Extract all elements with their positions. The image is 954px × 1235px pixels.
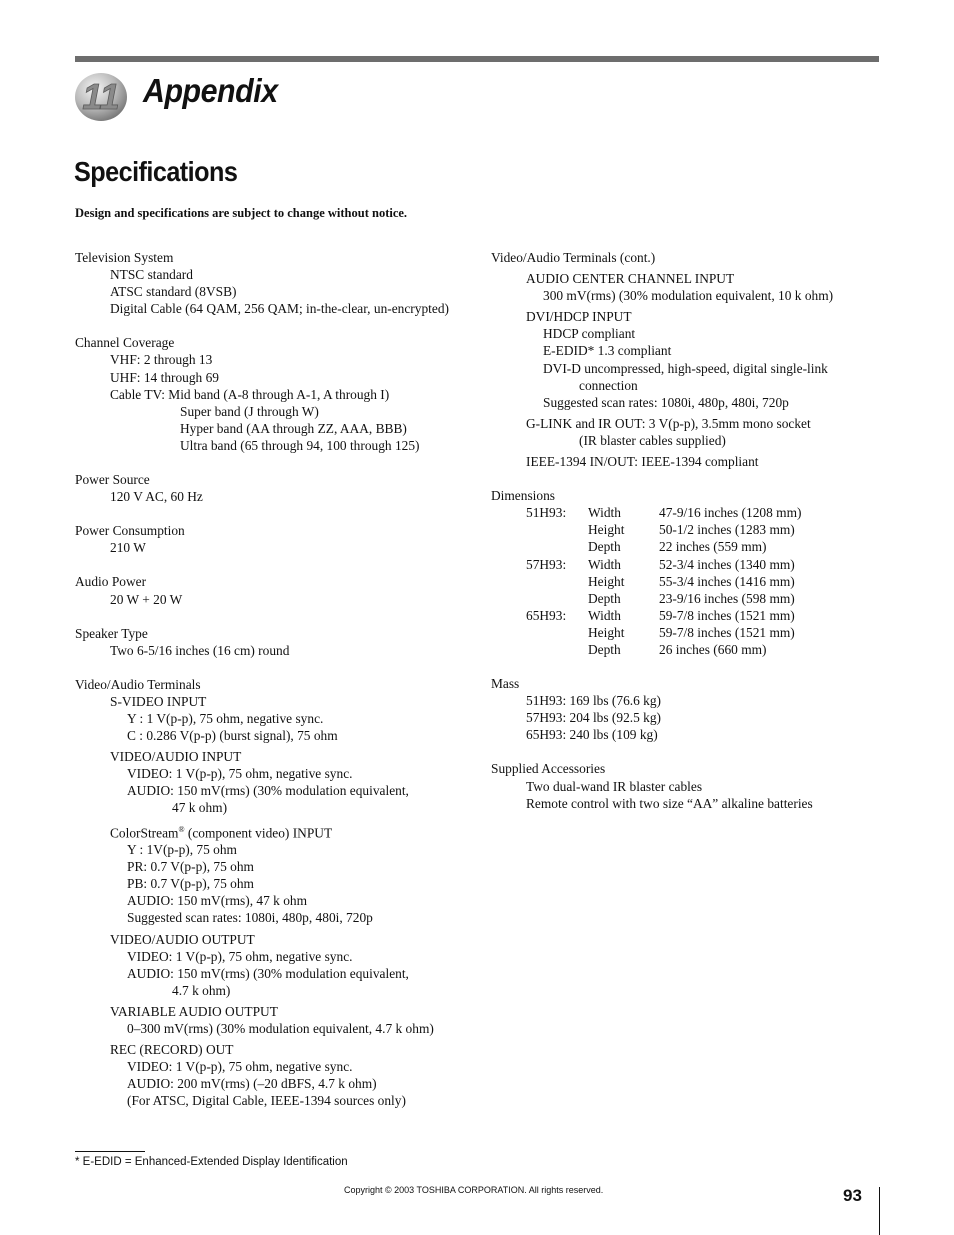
spec-value: VIDEO: 1 V(p-p), 75 ohm, negative sync. — [127, 766, 353, 782]
spec-value: Remote control with two size “AA” alkaline batteries — [526, 795, 813, 811]
chapter-title: Appendix — [143, 72, 278, 109]
spec-value: IEEE-1394 IN/OUT: IEEE-1394 compliant — [526, 454, 759, 470]
spec-value: 51H93: 169 lbs (76.6 kg) — [526, 693, 662, 709]
subsection-title-part: ColorStream — [110, 825, 179, 840]
spec-heading: Video/Audio Terminals — [75, 676, 201, 692]
spec-value: VHF: 2 through 13 — [110, 352, 213, 368]
dimension-axis: Width — [588, 607, 621, 623]
spec-value: DVI-D uncompressed, high-speed, digital single-link — [543, 360, 828, 376]
spec-value: 65H93: 240 lbs (109 kg) — [526, 727, 658, 743]
top-rule — [75, 56, 879, 62]
dimension-value: 55-3/4 inches (1416 mm) — [659, 573, 795, 589]
dimension-axis: Depth — [588, 590, 621, 606]
dimension-row — [491, 641, 881, 658]
spec-value: AUDIO: 200 mV(rms) (–20 dBFS, 4.7 k ohm) — [127, 1076, 377, 1092]
page-edge-rule — [879, 1187, 880, 1235]
section-title: Specifications — [74, 156, 238, 187]
page-number: 93 — [843, 1186, 862, 1205]
dimension-model — [491, 590, 588, 607]
dimension-value: 47-9/16 inches (1208 mm) — [659, 505, 802, 521]
terminals-section — [75, 676, 475, 1110]
spec-value: Super band (J through W) — [180, 403, 319, 419]
dimension-row — [491, 624, 881, 641]
dimension-axis: Height — [588, 573, 625, 589]
spec-value: VIDEO: 1 V(p-p), 75 ohm, negative sync. — [127, 948, 353, 964]
spec-value: G-LINK and IR OUT: 3 V(p-p), 3.5mm mono socket — [526, 415, 811, 431]
subsection-title — [75, 821, 475, 842]
dimension-value: 26 inches (660 mm) — [659, 641, 767, 657]
dimensions-section — [491, 487, 881, 658]
spec-heading: Audio Power — [75, 574, 147, 590]
dimension-axis: Height — [588, 624, 625, 640]
power-source-section — [75, 471, 475, 505]
dimension-row — [491, 590, 881, 607]
notice-text: Design and specifications are subject to change without notice. — [75, 206, 408, 220]
spec-value: connection — [579, 377, 638, 393]
subsection-title: S-VIDEO INPUT — [110, 693, 207, 709]
footnote: * E-EDID = Enhanced-Extended Display Identification — [75, 1156, 348, 1168]
spec-value: 300 mV(rms) (30% modulation equivalent, 10 k ohm) — [543, 288, 834, 304]
subsection-title: VIDEO/AUDIO INPUT — [110, 749, 242, 765]
power-consumption-section — [75, 522, 475, 556]
dimension-value: 23-9/16 inches (598 mm) — [659, 590, 795, 606]
audio-power-section — [75, 573, 475, 607]
tv-system-section — [75, 249, 475, 317]
spec-value: (IR blaster cables supplied) — [579, 432, 726, 448]
spec-value: NTSC standard — [110, 267, 193, 283]
spec-value: Y : 1 V(p-p), 75 ohm, negative sync. — [127, 710, 324, 726]
copyright: Copyright © 2003 TOSHIBA CORPORATION. All rights reserved. — [344, 1185, 604, 1195]
spec-value: ATSC standard (8VSB) — [110, 284, 237, 300]
spec-value: PB: 0.7 V(p-p), 75 ohm — [127, 876, 254, 892]
spec-value: Hyper band (AA through ZZ, AAA, BBB) — [180, 420, 407, 436]
spec-heading: Television System — [75, 250, 174, 265]
spec-value: HDCP compliant — [543, 326, 636, 342]
dimension-model — [491, 521, 588, 538]
subsection-title: VARIABLE AUDIO OUTPUT — [110, 1003, 278, 1019]
spec-value: Ultra band (65 through 94, 100 through 125) — [180, 437, 420, 453]
footnote-rule — [75, 1151, 145, 1152]
spec-value: AUDIO: 150 mV(rms) (30% modulation equivalent, — [127, 965, 409, 981]
dimension-axis: Height — [588, 522, 625, 538]
spec-value: Two dual-wand IR blaster cables — [526, 778, 703, 794]
spec-value: 4.7 k ohm) — [172, 982, 231, 998]
spec-value: Y : 1V(p-p), 75 ohm — [127, 842, 237, 858]
dimension-axis: Width — [588, 556, 621, 572]
subsection-title-part: (component video) INPUT — [184, 825, 333, 840]
accessories-section — [491, 760, 881, 811]
dimension-model — [491, 641, 588, 658]
spec-value: Two 6-5/16 inches (16 cm) round — [110, 642, 290, 658]
dimension-model: 51H93: — [526, 505, 567, 521]
spec-value: UHF: 14 through 69 — [110, 369, 219, 385]
spec-value: AUDIO: 150 mV(rms), 47 k ohm — [127, 893, 308, 909]
spec-value: Mid band (A-8 through A-1, A through I) — [168, 386, 390, 402]
left-column — [75, 249, 475, 1110]
spec-value: 210 W — [110, 540, 146, 556]
dimension-row — [491, 504, 881, 521]
spec-heading: Dimensions — [491, 488, 555, 504]
dimension-row — [491, 607, 881, 624]
dimension-model: 65H93: — [526, 607, 567, 623]
spec-value: VIDEO: 1 V(p-p), 75 ohm, negative sync. — [127, 1059, 353, 1075]
dimension-row — [491, 538, 881, 555]
dimension-value: 52-3/4 inches (1340 mm) — [659, 556, 795, 572]
spec-value: (For ATSC, Digital Cable, IEEE-1394 sources only) — [127, 1093, 406, 1109]
spec-heading: Power Source — [75, 472, 150, 488]
channel-coverage-section — [75, 334, 475, 454]
spec-value: 20 W + 20 W — [110, 591, 183, 607]
spec-value: Digital Cable (64 QAM, 256 QAM; in-the-clear, un-encrypted) — [110, 301, 449, 317]
spec-value: 120 V AC, 60 Hz — [110, 489, 203, 505]
spec-value: 47 k ohm) — [172, 800, 228, 816]
cable-tv-label: Cable TV: — [110, 386, 165, 402]
spec-value: Suggested scan rates: 1080i, 480p, 480i, 720p — [543, 394, 789, 410]
right-column — [491, 249, 881, 812]
dimension-value: 59-7/8 inches (1521 mm) — [659, 607, 795, 623]
dimension-row — [491, 573, 881, 590]
dimension-model: 57H93: — [526, 556, 567, 572]
registered-mark: ® — [178, 824, 185, 834]
spec-value: 57H93: 204 lbs (92.5 kg) — [526, 710, 662, 726]
dimension-model — [491, 573, 588, 590]
dimension-row — [491, 521, 881, 538]
spec-value: 0–300 mV(rms) (30% modulation equivalent, 4.7 k ohm) — [127, 1021, 434, 1037]
spec-heading: Channel Coverage — [75, 335, 175, 351]
spec-value: PR: 0.7 V(p-p), 75 ohm — [127, 859, 254, 875]
subsection-title: VIDEO/AUDIO OUTPUT — [110, 931, 255, 947]
mass-section — [491, 675, 881, 743]
cable-tv-row — [75, 386, 475, 403]
spec-value: E-EDID* 1.3 compliant — [543, 343, 672, 359]
spec-value: AUDIO: 150 mV(rms) (30% modulation equivalent, — [127, 783, 409, 799]
subsection-title: REC (RECORD) OUT — [110, 1042, 234, 1058]
speaker-type-section — [75, 625, 475, 659]
dimension-axis: Width — [588, 505, 621, 521]
spec-value: C : 0.286 V(p-p) (burst signal), 75 ohm — [127, 728, 338, 744]
dimension-value: 50-1/2 inches (1283 mm) — [659, 522, 795, 538]
dimension-row — [491, 556, 881, 573]
subsection-title: AUDIO CENTER CHANNEL INPUT — [526, 271, 735, 287]
spec-heading: Speaker Type — [75, 625, 148, 641]
dimension-axis: Depth — [588, 539, 621, 555]
spec-heading: Mass — [491, 676, 520, 692]
subsection-title: DVI/HDCP INPUT — [526, 309, 632, 325]
dimension-value: 59-7/8 inches (1521 mm) — [659, 624, 795, 640]
spec-heading: Video/Audio Terminals (cont.) — [491, 250, 656, 265]
dimension-axis: Depth — [588, 641, 621, 657]
spec-value: Suggested scan rates: 1080i, 480p, 480i, 720p — [127, 910, 373, 926]
terminals-cont-section — [491, 249, 881, 470]
chapter-number: 11 — [82, 76, 120, 117]
spec-heading: Power Consumption — [75, 523, 185, 539]
dimension-value: 22 inches (559 mm) — [659, 539, 767, 555]
spec-heading: Supplied Accessories — [491, 761, 606, 777]
chapter-badge-icon — [74, 72, 128, 122]
dimension-model — [491, 624, 588, 641]
dimension-model — [491, 538, 588, 555]
